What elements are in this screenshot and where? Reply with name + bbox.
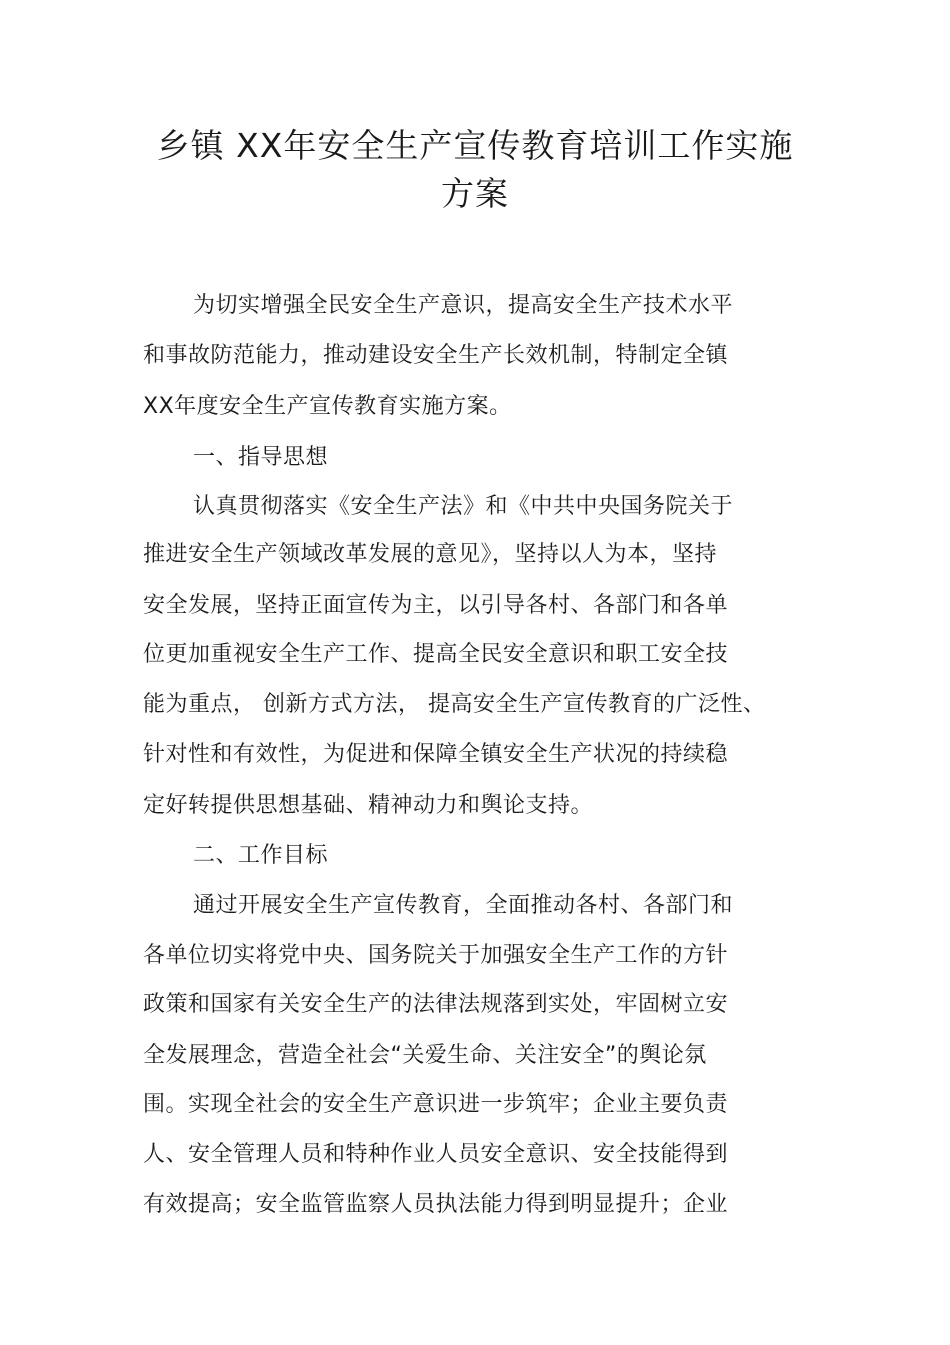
paragraph-goals-line: 通过开展安全生产宣传教育，全面推动各村、各部门和 xyxy=(193,893,734,918)
paragraph-goals-line: 有效提高；安全监管监察人员执法能力得到明显提升；企业 xyxy=(143,1192,729,1217)
paragraph-guiding-line: 安全发展，坚持正面宣传为主，以引导各村、各部门和各单 xyxy=(143,593,729,618)
document-title-line-2: 方案 xyxy=(441,174,509,213)
paragraph-goals-line: 各单位切实将党中央、国务院关于加强安全生产工作的方针 xyxy=(143,943,729,968)
paragraph-goals-line: 政策和国家有关安全生产的法律法规落到实处，牢固树立安 xyxy=(143,992,729,1017)
paragraph-guiding-line: 认真贯彻落实《安全生产法》和《中共中央国务院关于 xyxy=(193,494,734,519)
paragraph-guiding-line: 针对性和有效性，为促进和保障全镇安全生产状况的持续稳 xyxy=(143,742,729,767)
document-title-line-1: 乡镇 XX年安全生产宣传教育培训工作实施 xyxy=(156,126,794,165)
paragraph-guiding-line: 推进安全生产领域改革发展的意见》，坚持以人为本，坚持 xyxy=(143,542,718,567)
section-heading-guiding-ideology: 一、指导思想 xyxy=(193,445,329,470)
paragraph-guiding-line: 能为重点， 创新方式方法， 提高安全生产宣传教育的广泛性、 xyxy=(143,692,766,717)
paragraph-intro-line: 和事故防范能力，推动建设安全生产长效机制，特制定全镇 xyxy=(143,343,729,368)
section-heading-work-goals: 二、工作目标 xyxy=(193,843,329,868)
paragraph-goals-line: 全发展理念，营造全社会“关爱生命、关注安全”的舆论氛 xyxy=(143,1043,707,1068)
paragraph-goals-line: 人、安全管理人员和特种作业人员安全意识、安全技能得到 xyxy=(143,1142,729,1167)
paragraph-goals-line: 围。实现全社会的安全生产意识进一步筑牢；企业主要负责 xyxy=(143,1092,729,1117)
paragraph-intro-line: 为切实增强全民安全生产意识，提高安全生产技术水平 xyxy=(193,293,734,318)
paragraph-guiding-line: 定好转提供思想基础、精神动力和舆论支持。 xyxy=(143,793,594,818)
paragraph-intro-line: XX年度安全生产宣传教育实施方案。 xyxy=(143,394,512,419)
paragraph-guiding-line: 位更加重视安全生产工作、提高全民安全意识和职工安全技 xyxy=(143,642,729,667)
